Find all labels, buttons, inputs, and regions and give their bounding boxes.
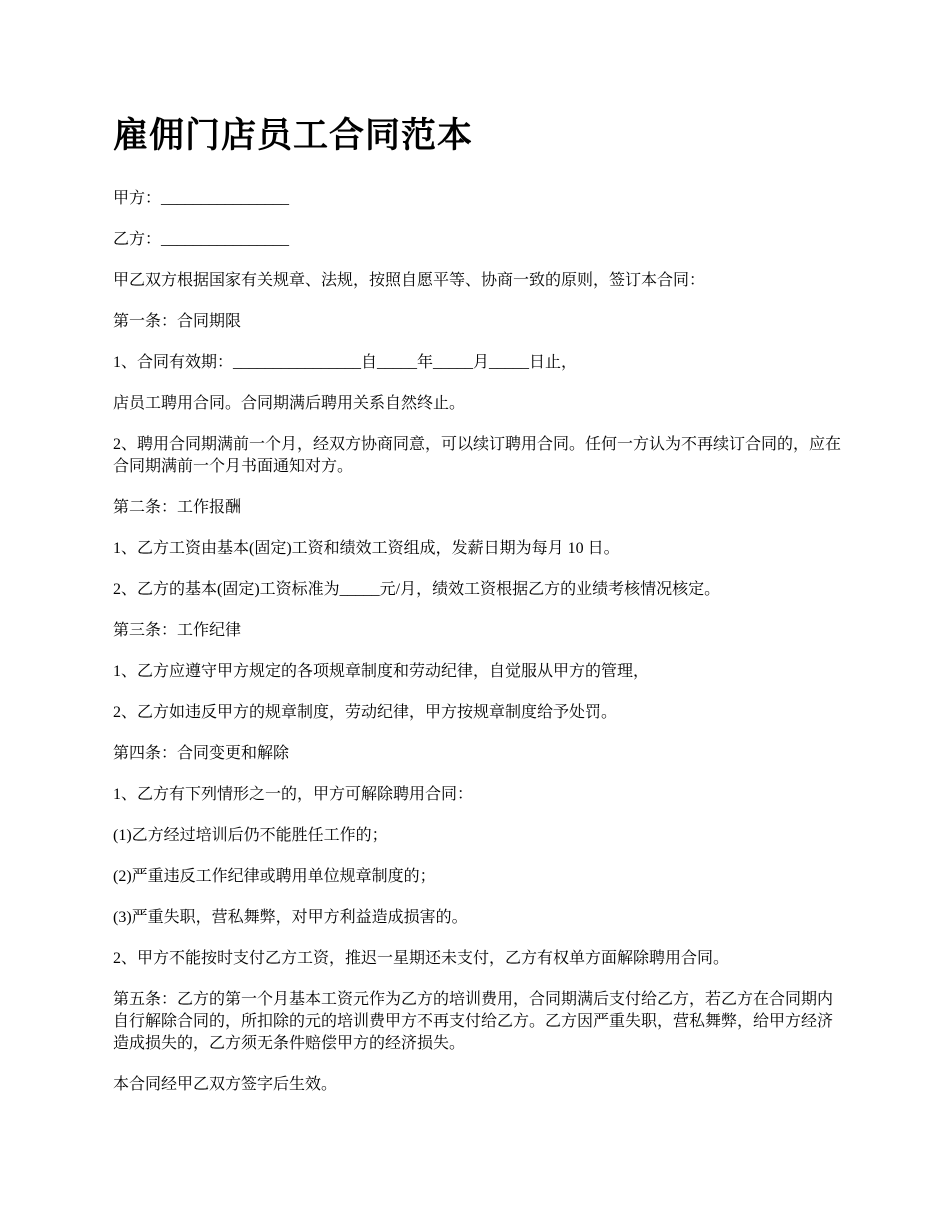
preamble-paragraph: 甲乙双方根据国家有关规章、法规，按照自愿平等、协商一致的原则，签订本合同：	[113, 272, 706, 289]
document-page	[113, 110, 843, 1115]
article-4-heading: 第四条：合同变更和解除	[113, 745, 290, 762]
document-title: 雇佣门店员工合同范本	[113, 116, 474, 155]
article-4-clause-2: 2、甲方不能按时支付乙方工资，推迟一星期还未支付，乙方有权单方面解除聘用合同。	[113, 950, 730, 967]
article-3-clause-2: 2、乙方如违反甲方的规章制度，劳动纪律，甲方按规章制度给予处罚。	[113, 704, 618, 721]
article-5-paragraph: 第五条：乙方的第一个月基本工资元作为乙方的培训费用，合同期满后支付给乙方，若乙方在合同期内自行解除合同的，所扣除的元的培训费甲方不再支付给乙方。乙方因严重失职，营私舞弊，给甲方经济造成损失的，乙方须无条件赔偿甲方的经济损失。	[113, 991, 834, 1052]
article-4-clause-1: 1、乙方有下列情形之一的，甲方可解除聘用合同：	[113, 786, 474, 803]
article-4-item-2: (2)严重违反工作纪律或聘用单位规章制度的；	[113, 868, 436, 885]
article-3-clause-1: 1、乙方应遵守甲方规定的各项规章制度和劳动纪律，自觉服从甲方的管理，	[113, 663, 650, 680]
party-b-line: 乙方：________________	[113, 231, 290, 248]
article-4-item-1: (1)乙方经过培训后仍不能胜任工作的；	[113, 827, 388, 844]
article-2-clause-1: 1、乙方工资由基本(固定)工资和绩效工资组成，发薪日期为每月 10 日。	[113, 540, 620, 557]
party-a-line: 甲方：________________	[113, 190, 290, 207]
article-3-heading: 第三条：工作纪律	[113, 622, 242, 639]
article-1-heading: 第一条：合同期限	[113, 313, 242, 330]
article-4-item-3: (3)严重失职，营私舞弊，对甲方利益造成损害的。	[113, 909, 468, 926]
article-1-clause-1: 1、合同有效期：________________自_____年_____月_____日止，	[113, 354, 578, 371]
article-2-clause-2: 2、乙方的基本(固定)工资标准为_____元/月，绩效工资根据乙方的业绩考核情况核定。	[113, 581, 721, 598]
article-1-clause-2: 2、聘用合同期满前一个月，经双方协商同意，可以续订聘用合同。任何一方认为不再续订合同的，应在合同期满前一个月书面通知对方。	[113, 436, 842, 475]
closing-paragraph: 本合同经甲乙双方签字后生效。	[113, 1076, 338, 1093]
article-1-clause-1-continued: 店员工聘用合同。合同期满后聘用关系自然终止。	[113, 395, 466, 412]
article-2-heading: 第二条：工作报酬	[113, 499, 242, 516]
